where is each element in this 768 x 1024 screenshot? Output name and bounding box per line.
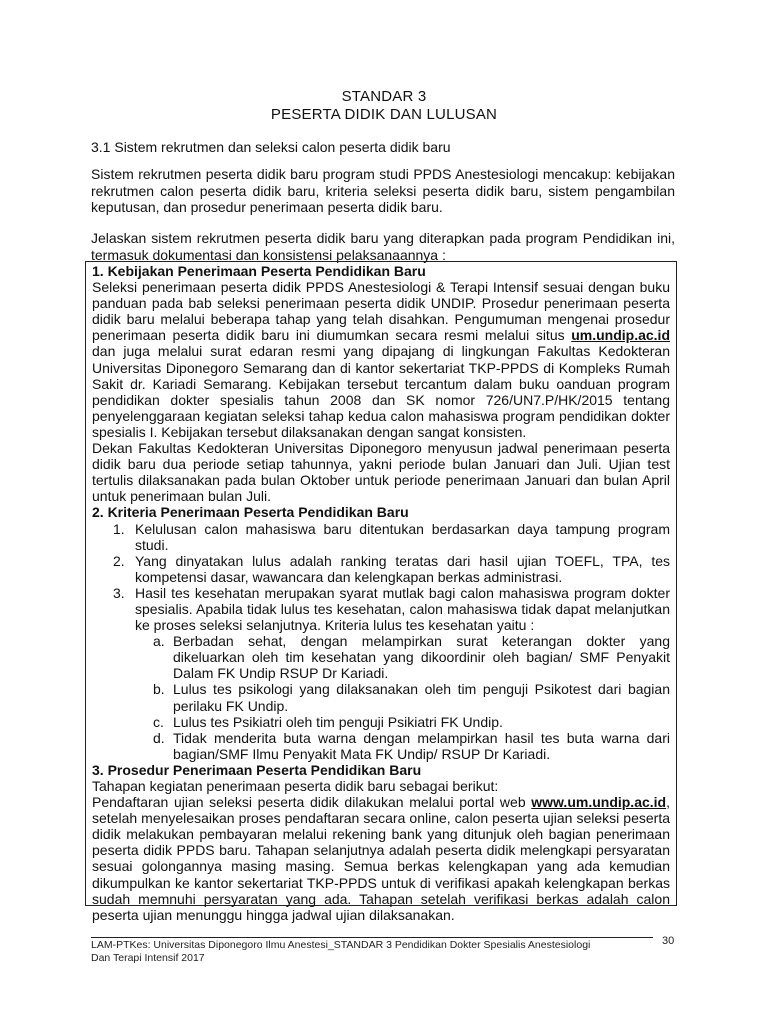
- list-letter: b.: [153, 681, 165, 698]
- policy-text-a: Seleksi penerimaan peserta didik PPDS Anestesiologi & Terapi Intensif sesuai dengan buku panduan pada bab seleksi penerimaan peserta didik UNDIP. Prosedur penerimaan peserta didik baru melalui beberapa tahap yang telah disahkan. Pengumuman mengenai prosedur penerimaan peserta didik baru ini diumumkan secara resmi melalui situs: [92, 279, 670, 344]
- health-criteria-list: [135, 633, 670, 762]
- list-text: Yang dinyatakan lulus adalah ranking teratas dari hasil ujian TOEFL, TPA, tes kompetensi dasar, wawancara dan kelengkapan berkas administrasi.: [135, 552, 670, 585]
- list-text: Lulus tes Psikiatri oleh tim penguji Psikiatri FK Undip.: [173, 713, 503, 730]
- schedule-paragraph: Dekan Fakultas Kedokteran Universitas Diponegoro menyusun jadwal penerimaan peserta didik baru dua periode setiap tahunnya, yakni periode bulan Januari dan Juli. Ujian test tertulis dilaksanakan pada bulan Oktober untuk periode penerimaan Januari dan bulan April untuk penerimaan bulan Juli.: [92, 440, 670, 505]
- standard-title: STANDAR 3: [341, 88, 427, 105]
- criteria-list: [92, 521, 670, 762]
- procedure-text-a: Pendaftaran ujian seleksi peserta didik dilakukan melalui portal web: [92, 794, 532, 811]
- criteria-item: [113, 584, 670, 762]
- portal-link[interactable]: www.um.undip.ac.id: [531, 794, 667, 811]
- health-criteria-item: [153, 729, 670, 762]
- list-letter: c.: [153, 713, 164, 730]
- list-text: Tidak menderita buta warna dengan melampirkan hasil tes buta warna dari bagian/SMF Ilmu Penyakit Mata FK Undip/ RSUP Dr Kariadi.: [173, 729, 670, 762]
- footer-divider: [91, 937, 653, 938]
- answer-box: [85, 261, 677, 923]
- list-text: Berbadan sehat, dengan melampirkan surat keterangan dokter yang dikeluarkan oleh tim kesehatan yang dikoordinir oleh bagian/ SMF Penyakit Dalam FK Undip RSUP Dr Kariadi.: [173, 633, 670, 682]
- footer-line-2: Dan Terapi Intensif 2017: [91, 952, 205, 964]
- health-criteria-item: [153, 681, 670, 714]
- list-letter: d.: [153, 729, 165, 746]
- policy-text-b: dan juga melalui surat edaran resmi yang dipajang di lingkungan Fakultas Kedokteran Universitas Diponegoro Semarang dan di kantor sekertariat TKP-PPDS di Kompleks Rumah Sakit dr. Kariadi Semarang. Kebijakan tersebut tercantum dalam buku oanduan program pendidikan dokter spesialis tahun 2008 dan SK nomor 726/UN7.P/HK/2015 tentang penyelenggaraan kegiatan seleksi tahap kedua calon mahasiswa program pendidikan dokter spesialis I. Kebijakan tersebut dilaksanakan dengan sangat konsisten.: [92, 343, 670, 440]
- page-number: 30: [662, 935, 675, 947]
- intro-paragraph: Sistem rekrutmen peserta didik baru program studi PPDS Anestesiologi mencakup: kebijakan rekrutmen calon peserta didik baru, kriteria seleksi peserta didik baru, sistem pengambilan keputusan, dan prosedur penerimaan peserta didik baru.: [91, 166, 675, 215]
- policy-paragraph: [92, 279, 670, 440]
- policy-heading: 1. Kebijakan Penerimaan Peserta Pendidikan Baru: [92, 263, 426, 279]
- list-number: 1.: [113, 520, 125, 537]
- list-text: Kelulusan calon mahasiswa baru ditentukan berdasarkan daya tampung program studi.: [135, 520, 670, 553]
- list-number: 2.: [113, 552, 125, 569]
- footer: [91, 939, 661, 965]
- procedure-paragraph: [92, 794, 670, 923]
- standard-subtitle: PESERTA DIDIK DAN LULUSAN: [270, 106, 498, 123]
- list-text: Lulus tes psikologi yang dilaksanakan oleh tim penguji Psikotest dari bagian perilaku FK Undip.: [173, 681, 670, 714]
- footer-line-1: LAM-PTKes: Universitas Diponegoro Ilmu Anestesi_STANDAR 3 Pendidikan Dokter Spesialis Anestesiologi: [91, 939, 591, 951]
- list-letter: a.: [153, 633, 165, 650]
- instruction-paragraph: Jelaskan sistem rekrutmen peserta didik baru yang diterapkan pada program Pendidikan ini, termasuk dokumentasi dan konsistensi pelaksanaannya :: [91, 230, 675, 263]
- criteria-item: [113, 552, 670, 585]
- procedure-heading: 3. Prosedur Penerimaan Peserta Pendidikan Baru: [92, 761, 422, 778]
- undip-link[interactable]: um.undip.ac.id: [571, 327, 670, 344]
- criteria-item: [113, 520, 670, 553]
- procedure-text-b: , setelah menyelesaikan proses pendaftaran secara online, calon peserta ujian seleksi peserta didik melakukan pembayaran melalui rekening bank yang ditunjuk oleh bagian penerimaan peserta didik PPDS baru. Tahapan selanjutnya adalah peserta didik melengkapi persyaratan sesuai golongannya masing masing. Semua berkas kelengkapan yang ada kemudian dikumpulkan ke kantor sekertariat TKP-PPDS untuk di verifikasi apakah kelengkapan berkas sudah memnuhi persyaratan yang ada. Tahapan setelah verifikasi berkas adalah calon peserta ujian menunggu hingga jadwal ujian dilaksanakan.: [92, 794, 670, 923]
- list-text: Hasil tes kesehatan merupakan syarat mutlak bagi calon mahasiswa program dokter spesialis. Apabila tidak lulus tes kesehatan, calon mahasiswa tidak dapat melanjutkan ke proses seleksi selanjutnya. Kriteria lulus tes kesehatan yaitu :: [135, 584, 670, 634]
- health-criteria-item: [153, 633, 670, 682]
- section-heading: 3.1 Sistem rekrutmen dan seleksi calon peserta didik baru: [91, 139, 451, 155]
- health-criteria-item: [153, 713, 670, 730]
- procedure-intro: Tahapan kegiatan penerimaan peserta didik baru sebagai berikut:: [92, 778, 499, 794]
- list-number: 3.: [113, 584, 125, 601]
- criteria-heading: 2. Kriteria Penerimaan Peserta Pendidikan Baru: [92, 504, 409, 521]
